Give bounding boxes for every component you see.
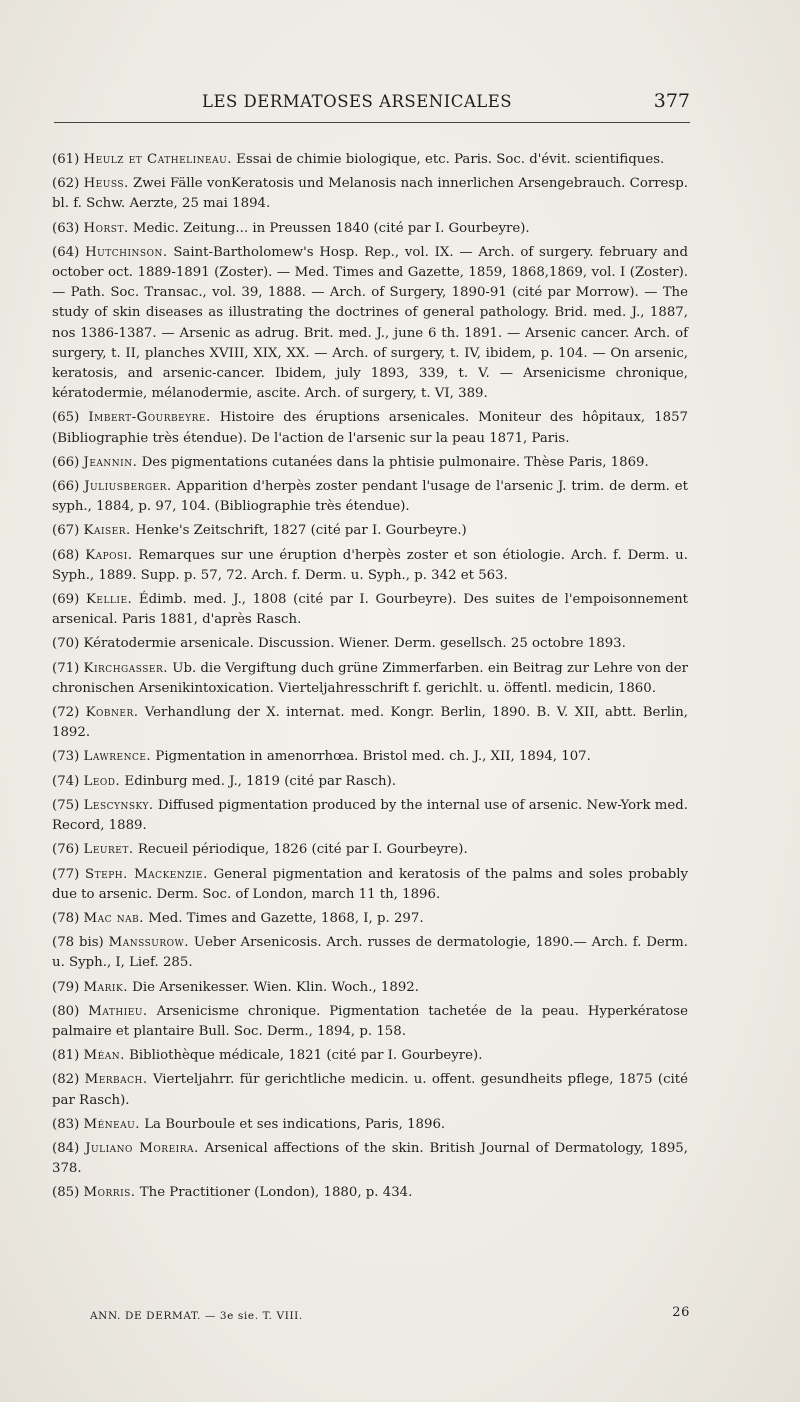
reference-text: Essai de chimie biologique, etc. Paris. Soc. d'évit. scientifiques.: [236, 152, 665, 167]
reference-text: La Bourboule et ses indications, Paris, 1896.: [144, 1116, 446, 1132]
reference-list: [52, 150, 688, 1208]
reference-number: (61): [52, 152, 80, 167]
reference-number: (66): [52, 479, 80, 495]
reference-number: (64): [52, 244, 80, 260]
running-title: LES DERMATOSES ARSENICALES: [202, 92, 513, 111]
reference-text: Remarques sur une éruption d'herpès zoster et son étiologie. Arch. f. Derm. u. Syph., 1889. Supp. p. 57, 72. Arch. f. Derm. u. Syph., p. 342 et 563.: [52, 547, 688, 583]
reference-entry: [52, 703, 688, 743]
reference-entry: [52, 1183, 688, 1203]
reference-author: Kobner.: [85, 705, 139, 721]
reference-author: Lawrence.: [83, 749, 152, 765]
reference-number: (67): [52, 523, 80, 539]
reference-text: Med. Times and Gazette, 1868, I, p. 297.: [148, 910, 424, 926]
reference-number: (78): [52, 910, 80, 926]
reference-entry: [52, 840, 688, 860]
reference-number: (69): [52, 592, 80, 608]
reference-text: Recueil périodique, 1826 (cité par I. Gourbeyre).: [137, 842, 468, 858]
reference-entry: [52, 1002, 688, 1042]
reference-number: (62): [52, 176, 80, 192]
reference-entry: [52, 477, 688, 517]
reference-text: Die Arsenikesser. Wien. Klin. Woch., 1892.: [132, 979, 419, 995]
reference-number: (82): [52, 1072, 80, 1088]
reference-number: (77): [52, 866, 80, 882]
reference-number: (80): [52, 1003, 80, 1019]
reference-text: The Practitioner (London), 1880, p. 434.: [139, 1185, 413, 1201]
reference-author: Heulz et Cathelineau.: [83, 152, 232, 167]
reference-entry: [52, 453, 688, 473]
reference-entry: [52, 909, 688, 929]
reference-text: Pigmentation in amenorrhœa. Bristol med. ch. J., XII, 1894, 107.: [155, 749, 591, 765]
reference-number: (66): [52, 454, 80, 470]
reference-author: Kaiser.: [83, 523, 131, 539]
reference-entry: [52, 1139, 688, 1179]
reference-text: Henke's Zeitschrift, 1827 (cité par I. Gourbeyre.): [135, 523, 467, 539]
reference-author: Leuret.: [83, 842, 134, 858]
reference-author: Juliano Moreira.: [85, 1140, 199, 1156]
journal-footer: ANN. DE DERMAT. — 3e sie. T. VIII.: [90, 1310, 303, 1322]
reference-entry: [52, 796, 688, 836]
reference-text: Zwei Fälle vonKeratosis und Melanosis nach innerlichen Arsengebrauch. Corresp. bl. f. Schw. Aerzte, 25 mai 1894.: [52, 176, 688, 212]
reference-text: Ub. die Vergiftung duch grüne Zimmerfarben. ein Beitrag zur Lehre von der chronischen Arsenikintoxication. Vierteljahresschrift f. gerichlt. u. öffentl. medicin, 1860.: [52, 660, 688, 696]
reference-text: Edinburg med. J., 1819 (cité par Rasch).: [124, 773, 397, 789]
reference-entry: [52, 933, 688, 973]
reference-author: Kaposi.: [85, 547, 133, 563]
reference-number: (84): [52, 1140, 80, 1156]
reference-text: Arsenicisme chronique. Pigmentation tachetée de la peau. Hyperkératose palmaire et plantaire Bull. Soc. Derm., 1894, p. 158.: [52, 1003, 688, 1039]
reference-text: Vierteljahrr. für gerichtliche medicin. u. offent. gesundheits pflege, 1875 (cité par Rasch).: [52, 1072, 688, 1108]
reference-entry: [52, 590, 688, 630]
page-header: [54, 92, 690, 132]
reference-entry: [52, 1070, 688, 1110]
reference-entry: [52, 634, 688, 654]
reference-text: General pigmentation and keratosis of the palms and soles probably due to arsenic. Derm. Soc. of London, march 11 th, 1896.: [52, 866, 688, 902]
reference-number: (85): [52, 1185, 80, 1201]
reference-author: Kellie.: [85, 592, 133, 608]
reference-author: Lescynsky.: [83, 797, 154, 813]
reference-text: Verhandlung der X. internat. med. Kongr. Berlin, 1890. B. V. XII, abtt. Berlin, 1892.: [52, 705, 689, 741]
reference-number: (78 bis): [52, 935, 104, 951]
reference-text: Histoire des éruptions arsenicales. Moniteur des hôpitaux, 1857 (Bibliographie très étendue). De l'action de l'arsenic sur la peau 1871, Paris.: [52, 410, 688, 446]
page-number: 377: [653, 90, 690, 112]
reference-author: Imbert-Gourbeyre.: [88, 410, 211, 426]
reference-author: Méneau.: [83, 1116, 140, 1132]
reference-entry: [52, 772, 688, 792]
reference-entry: [52, 219, 688, 239]
reference-entry: [52, 1046, 688, 1066]
reference-text: Diffused pigmentation produced by the internal use of arsenic. New-York med. Record, 1889.: [52, 797, 688, 834]
reference-text: Medic. Zeitung... in Preussen 1840 (cité par I. Gourbeyre).: [132, 220, 530, 236]
reference-author: Horst.: [83, 220, 129, 236]
reference-author: Hutchinson.: [85, 244, 168, 260]
reference-number: (73): [52, 749, 80, 765]
reference-entry: [52, 978, 688, 998]
reference-entry: [52, 747, 688, 767]
reference-number: (72): [52, 705, 80, 721]
reference-entry: [52, 546, 688, 586]
reference-number: (70): [52, 636, 80, 652]
reference-author: Heuss.: [83, 176, 129, 192]
reference-author: Mathieu.: [88, 1003, 148, 1019]
reference-number: (71): [52, 660, 80, 676]
reference-text: Des pigmentations cutanées dans la phtisie pulmonaire. Thèse Paris, 1869.: [141, 454, 649, 470]
reference-author: Merbach.: [84, 1072, 148, 1088]
reference-author: Mac nab.: [83, 910, 144, 926]
reference-text: Arsenical affections of the skin. British Journal of Dermatology, 1895, 378.: [52, 1140, 688, 1177]
reference-entry: [52, 865, 688, 905]
reference-author: Manssurow.: [108, 935, 189, 951]
reference-author: Leod.: [83, 773, 121, 789]
reference-number: (79): [52, 979, 80, 995]
reference-number: (83): [52, 1116, 80, 1132]
reference-number: (68): [52, 547, 80, 563]
reference-number: (74): [52, 773, 80, 789]
reference-text: Édimb. med. J., 1808 (cité par I. Gourbeyre). Des suites de l'empoisonnement arsenical. Paris 1881, d'après Rasch.: [52, 592, 688, 628]
reference-number: (81): [52, 1048, 80, 1064]
reference-entry: [52, 408, 688, 448]
reference-author: Kirchgasser.: [83, 660, 168, 676]
reference-text: Apparition d'herpès zoster pendant l'usage de l'arsenic J. trim. de derm. et syph., 1884, p. 97, 104. (Bibliographie très étendue).: [52, 479, 688, 515]
reference-author: Juliusberger.: [84, 479, 172, 495]
page-footer: [90, 1305, 690, 1330]
reference-entry: [52, 521, 688, 541]
reference-author: Marik.: [83, 979, 128, 995]
reference-text: Kératodermie arsenicale. Discussion. Wiener. Derm. gesellsch. 25 octobre 1893.: [83, 636, 626, 652]
header-rule: [54, 122, 690, 123]
reference-text: Saint-Bartholomew's Hosp. Rep., vol. IX. — Arch. of surgery. february and october oct. 1889-1891 (Zoster). — Med. Times and Gazette, 1859, 1868,1869, vol. I (Zoster). — Path. Soc. Transac., vol. 39, 1888. — Arch. of Surgery, 1890-91 (cité par Morrow). — The study of skin diseases as illustrating the doctrines of general pathology. Brid. med. J., 1887, nos 1386-1387. — Arsenic as adrug. Brit. med. J., june 6 th. 1891. — Arsenic cancer. Arch. of surgery, t. II, planches XVIII, XIX, XX. — Arch. of surgery, t. IV, ibidem, p. 104. — On arsenic, keratosis, and arsenic-cancer. Ibidem, july 1893, 339, t. V. — Arsenicisme chronique, kératodermie, mélanodermie, ascite. Arch. of surgery, t. VI, 389.: [52, 244, 688, 402]
reference-number: (65): [52, 410, 80, 426]
reference-text: Bibliothèque médicale, 1821 (cité par I. Gourbeyre).: [129, 1048, 483, 1064]
reference-entry: [52, 174, 688, 214]
reference-number: (75): [52, 797, 80, 813]
reference-entry: [52, 243, 688, 405]
reference-author: Steph. Mackenzie.: [85, 866, 208, 882]
signature-mark: 26: [672, 1305, 690, 1320]
reference-author: Méan.: [83, 1048, 125, 1064]
reference-author: Morris.: [83, 1185, 136, 1201]
reference-entry: [52, 1115, 688, 1135]
reference-entry: [52, 659, 688, 699]
reference-number: (63): [52, 220, 80, 236]
reference-author: Jeannin.: [83, 454, 138, 470]
reference-text: Ueber Arsenicosis. Arch. russes de dermatologie, 1890.— Arch. f. Derm. u. Syph., I, Lief. 285.: [52, 935, 688, 971]
reference-entry: [52, 150, 688, 170]
reference-number: (76): [52, 842, 80, 858]
